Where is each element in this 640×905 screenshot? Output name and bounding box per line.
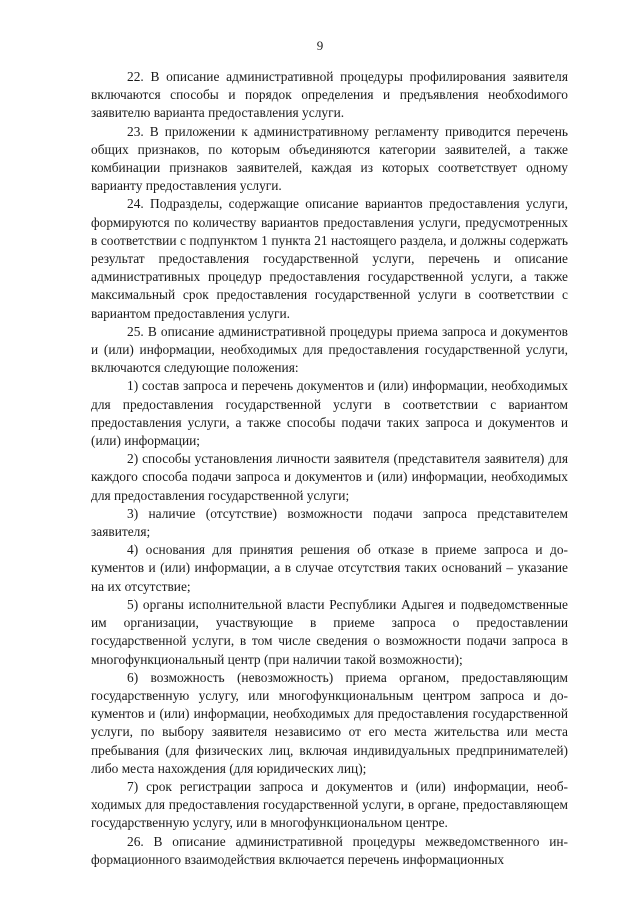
paragraph-23: 23. В приложении к административному регламенту приводится перечень общих признаков, по которым объединяются категории заявителей, а также комбинации признаков заявителей, каждая из которых соответствует одному варианту предоставления услуги. xyxy=(91,123,568,194)
list-item-4: 4) основания для принятия решения об отказе в приеме запроса и документов и (или) информации, а в случае отсутствия таких оснований – указание на их отсутствие; xyxy=(91,542,568,594)
paragraph-24: 24. Подразделы, содержащие описание вариантов предоставления услуги, формируются по количеству вариантов предоставления услуги, предусмотренных в соответствии с подпунктом 1 пункта 21 настоящего раздела, и должны содержать результат предоставления государственной услуги, перечень и описание административных процедур предоставления государственной услуги, а также максимальный срок предоставления государственной услуги в соответствии с вариантом предоставления услуги. xyxy=(91,196,568,321)
list-item-7: 7) срок регистрации запроса и документов и (или) информации, необходимых для предоставления государственной услуги, в органе, предоставляющем государственную услугу, или в многофункциональном центре. xyxy=(91,778,568,831)
document-body xyxy=(91,68,568,869)
list-item-1: 1) состав запроса и перечень документов и (или) информации, необходимых для предоставления государственной услуги в соответствии с вариантом предоставления услуги, а также способы подачи таких запроса и документов и (или) информации; xyxy=(91,378,568,449)
list-item-3: 3) наличие (отсутствие) возможности подачи запроса представителем заявителя; xyxy=(91,505,568,540)
list-item-2: 2) способы установления личности заявителя (представителя заявителя) для каждого способа подачи запроса и документов и (или) информации, необходимых для предоставления государственной услуги; xyxy=(91,451,568,503)
paragraph-26: 26. В описание административной процедуры межведомственного информационного взаимодействия включается перечень информационных xyxy=(91,833,568,867)
list-item-6: 6) возможность (невозможность) приема органом, предоставляющим государственную услугу, или многофункциональным центром запроса и документов и (или) информации, необходимых для предоставления государственной услуги, по выбору заявителя независимо от его места жительства или места пребывания (для физических лиц, включая индивидуальных предпринимателей) либо места нахождения (для юридических лиц); xyxy=(91,669,568,776)
list-item-5: 5) органы исполнительной власти Республики Адыгея и подведомственные им организации, участвующие в приеме запроса о предоставлении государственной услуги, в том числе сведения о возможности подачи запроса в многофункциональный центр (при наличии такой возможности); xyxy=(91,596,568,667)
page-number: 9 xyxy=(316,38,324,53)
paragraph-22: 22. В описание административной процедуры профилирования заявителя включаются способы и порядок определения и предъявления необхоdимого заявителю варианта предоставления услуги. xyxy=(91,69,568,121)
paragraph-25: 25. В описание административной процедуры приема запроса и документов и (или) информации, необходимых для предоставления государственной услуги, включаются следующие положения: xyxy=(91,323,568,376)
